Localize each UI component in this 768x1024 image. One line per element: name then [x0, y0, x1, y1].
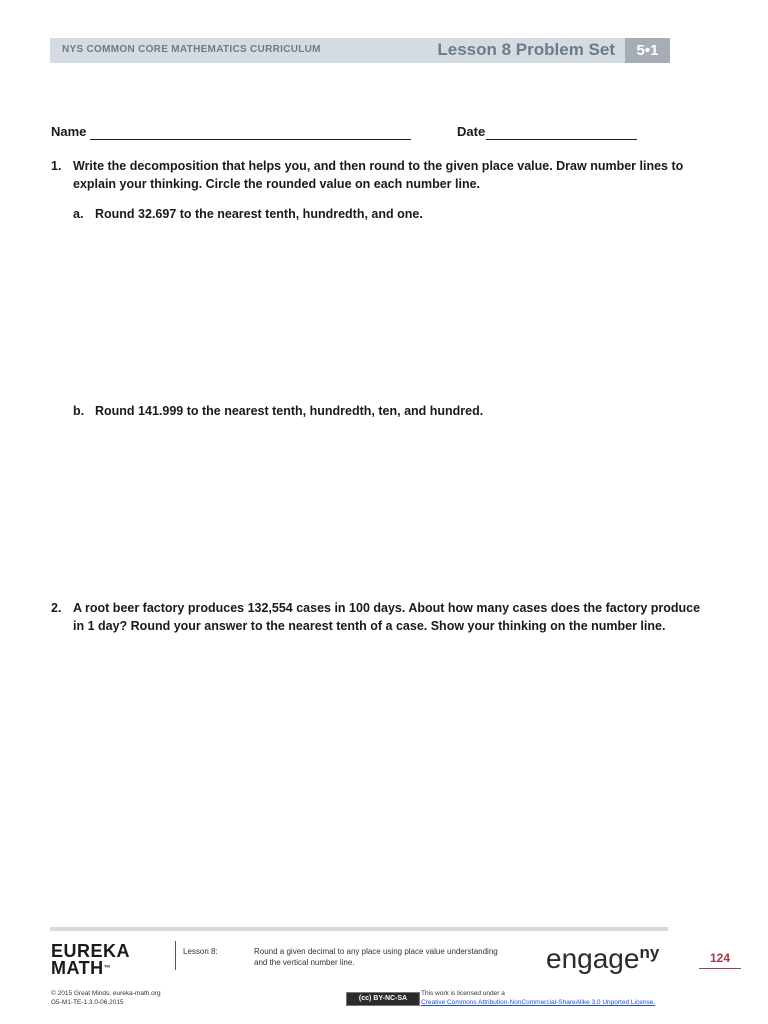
cc-icon: (cc): [358, 995, 374, 1002]
name-label: Name: [51, 124, 87, 139]
copyright-line-1: © 2015 Great Minds. eureka-math.org: [51, 990, 161, 997]
license-link[interactable]: Creative Commons Attribution-NonCommercial-ShareAlike 3.0 Unported License.: [421, 999, 656, 1006]
question-2-line-2: in 1 day? Round your answer to the nearest tenth of a case. Show your thinking on the number line.: [73, 619, 666, 633]
logo-line-1: EUREKA: [51, 941, 131, 961]
footer-divider: [50, 927, 668, 931]
name-field[interactable]: [90, 125, 411, 140]
question-2-line-1: A root beer factory produces 132,554 cases in 100 days. About how many cases does the factory produce: [73, 601, 701, 615]
question-number: 1.: [51, 159, 62, 173]
page-title: Lesson 8 Problem Set: [437, 40, 615, 59]
page-number: 124: [699, 951, 741, 969]
lesson-label: Lesson 8:: [183, 947, 218, 956]
footer-separator: [175, 941, 176, 970]
date-field[interactable]: [486, 125, 637, 140]
lesson-description-line-2: and the vertical number line.: [254, 958, 355, 967]
trademark: ™: [103, 965, 112, 972]
question-number: 2.: [51, 601, 62, 615]
grade-module-badge: 5•1: [625, 38, 670, 63]
header-bar: [50, 38, 670, 63]
engageny-logo: [546, 943, 659, 975]
part-a-text: Round 32.697 to the nearest tenth, hundredth, and one.: [95, 207, 423, 221]
question-1-line-2: explain your thinking. Circle the rounded value on each number line.: [73, 177, 481, 191]
cc-license-badge: [346, 992, 420, 1006]
eureka-math-logo: [51, 943, 130, 977]
logo-line-2: MATH: [51, 958, 104, 978]
part-label: a.: [73, 207, 84, 221]
part-label: b.: [73, 404, 85, 418]
date-label: Date: [457, 124, 486, 139]
cc-badge-text: BY-NC-SA: [373, 995, 408, 1002]
curriculum-label: NYS COMMON CORE MATHEMATICS CURRICULUM: [62, 44, 321, 55]
license-line-1: This work is licensed under a: [421, 990, 505, 997]
copyright-line-2: G5-M1-TE-1.3.0-06.2015: [51, 999, 124, 1006]
engage-word: engage: [546, 943, 640, 974]
ny-superscript: ny: [639, 943, 660, 962]
lesson-description-line-1: Round a given decimal to any place using place value understanding: [254, 947, 498, 956]
question-1-line-1: Write the decomposition that helps you, and then round to the given place value. Draw number lines to: [73, 159, 684, 173]
part-b-text: Round 141.999 to the nearest tenth, hundredth, ten, and hundred.: [95, 404, 484, 418]
